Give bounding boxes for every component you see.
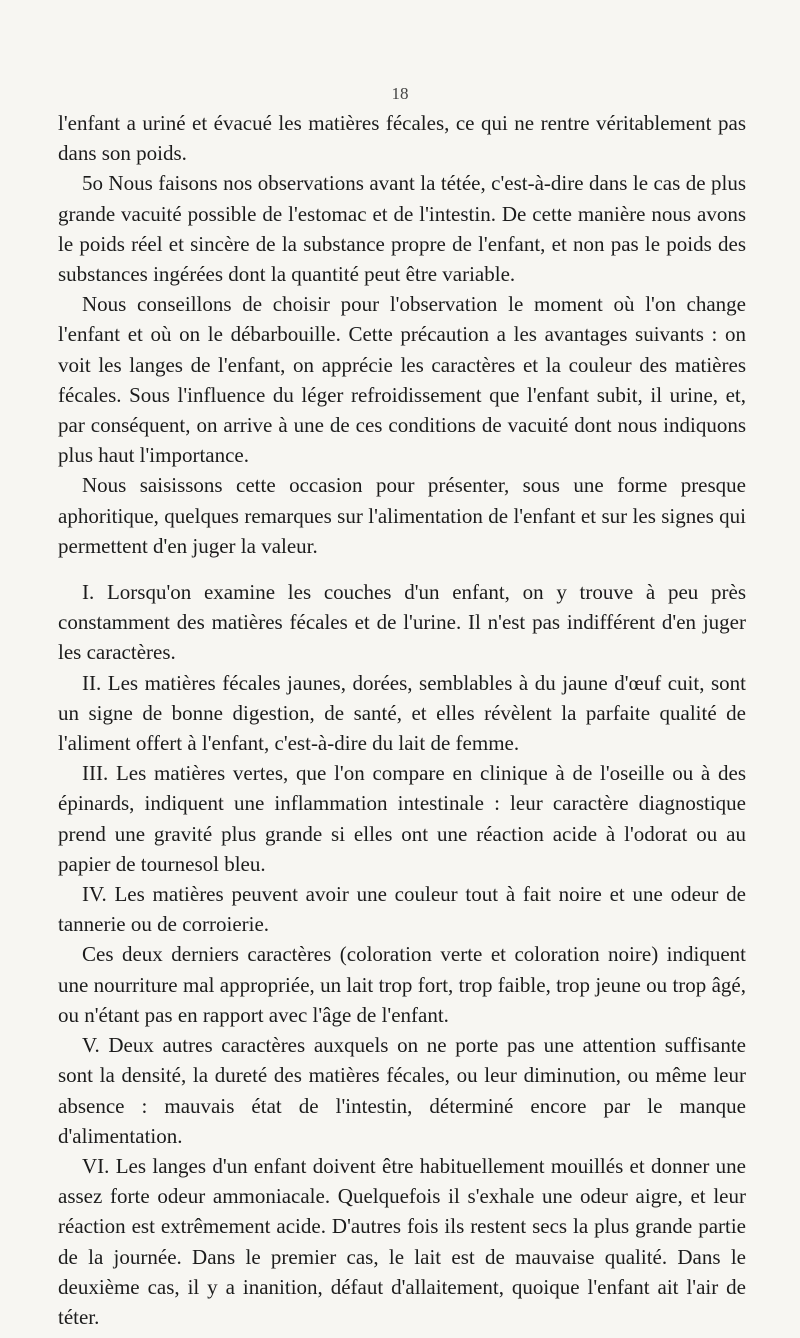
paragraph-continuation: l'enfant a uriné et évacué les matières fécales, ce qui ne rentre véritablement pas dans son poids. xyxy=(58,111,746,166)
paragraph-remark-4-note: Ces deux derniers caractères (coloration verte et coloration noire) indiquent une nourriture mal appropriée, un lait trop fort, trop faible, trop jeune ou trop âgé, ou n'étant pas en rapport avec l'âge de l'enfant. xyxy=(58,942,746,1027)
paragraph-point-5: 5o Nous faisons nos observations avant la tétée, c'est-à-dire dans le cas de plus grande vacuité possible de l'estomac et de l'intestin. De cette manière nous avons le poids réel et sincère de la substance propre de l'enfant, et non pas le poids des substances ingérées dont la quantité peut être variable. xyxy=(58,171,746,287)
paragraph-remark-3: III. Les matières vertes, que l'on compare en clinique à de l'oseille ou à des épinards, indiquent une inflammation intestinale : leur caractère diagnostique prend une gravité plus grande si elles ont une réaction acide à l'odorat ou au papier de tournesol bleu. xyxy=(58,761,746,876)
paragraph-remark-2: II. Les matières fécales jaunes, dorées, semblables à du jaune d'œuf cuit, sont un signe de bonne digestion, de santé, et elles révèlent la parfaite qualité de l'aliment offert à l'enfant, c'est-à-dire du lait de femme. xyxy=(58,670,746,756)
paragraph-remark-4: IV. Les matières peuvent avoir une couleur tout à fait noire et une odeur de tannerie ou de corroierie. xyxy=(58,882,746,937)
paragraph-remark-5: V. Deux autres caractères auxquels on ne porte pas une attention suffisante sont la densité, la dureté des matières fécales, ou leur diminution, ou même leur absence : mauvais état de l'intestin, déterminé encore par le manque d'alimentation. xyxy=(58,1033,746,1148)
paragraph-observation-moment: Nous conseillons de choisir pour l'observation le moment où l'on change l'enfant et où on le débarbouille. Cette précaution a les avantages suivants : on voit les langes de l'enfant, on apprécie les caractères et la couleur des matières fécales. Sous l'influence du léger refroidissement que l'enfant subit, il urine, et, par conséquent, on arrive à une de ces conditions de vacuité dont nous indiquons plus haut l'importance. xyxy=(58,292,746,468)
paragraph-remark-6: VI. Les langes d'un enfant doivent être habituellement mouillés et donner une assez forte odeur ammoniacale. Quelquefois il s'exhale une odeur aigre, et leur réaction est extrêmement acide. D'autres fois ils restent secs la plus grande partie de la journée. Dans le premier cas, le lait est de mauvaise qualité. Dans le deuxième cas, il y a inanition, défaut d'allaitement, quoique l'enfant ait l'air de téter. xyxy=(58,1153,746,1329)
page-body xyxy=(58,108,746,1332)
paragraph-remark-1: I. Lorsqu'on examine les couches d'un enfant, on y trouve à peu près constamment des matières fécales et de l'urine. Il n'est pas indifférent d'en juger les caractères. xyxy=(58,580,746,665)
paragraph-aphorisms-intro: Nous saisissons cette occasion pour présenter, sous une forme presque aphoritique, quelques remarques sur l'alimentation de l'enfant et sur les signes qui permettent d'en juger la valeur. xyxy=(58,473,746,558)
page-number: 18 xyxy=(391,84,409,103)
